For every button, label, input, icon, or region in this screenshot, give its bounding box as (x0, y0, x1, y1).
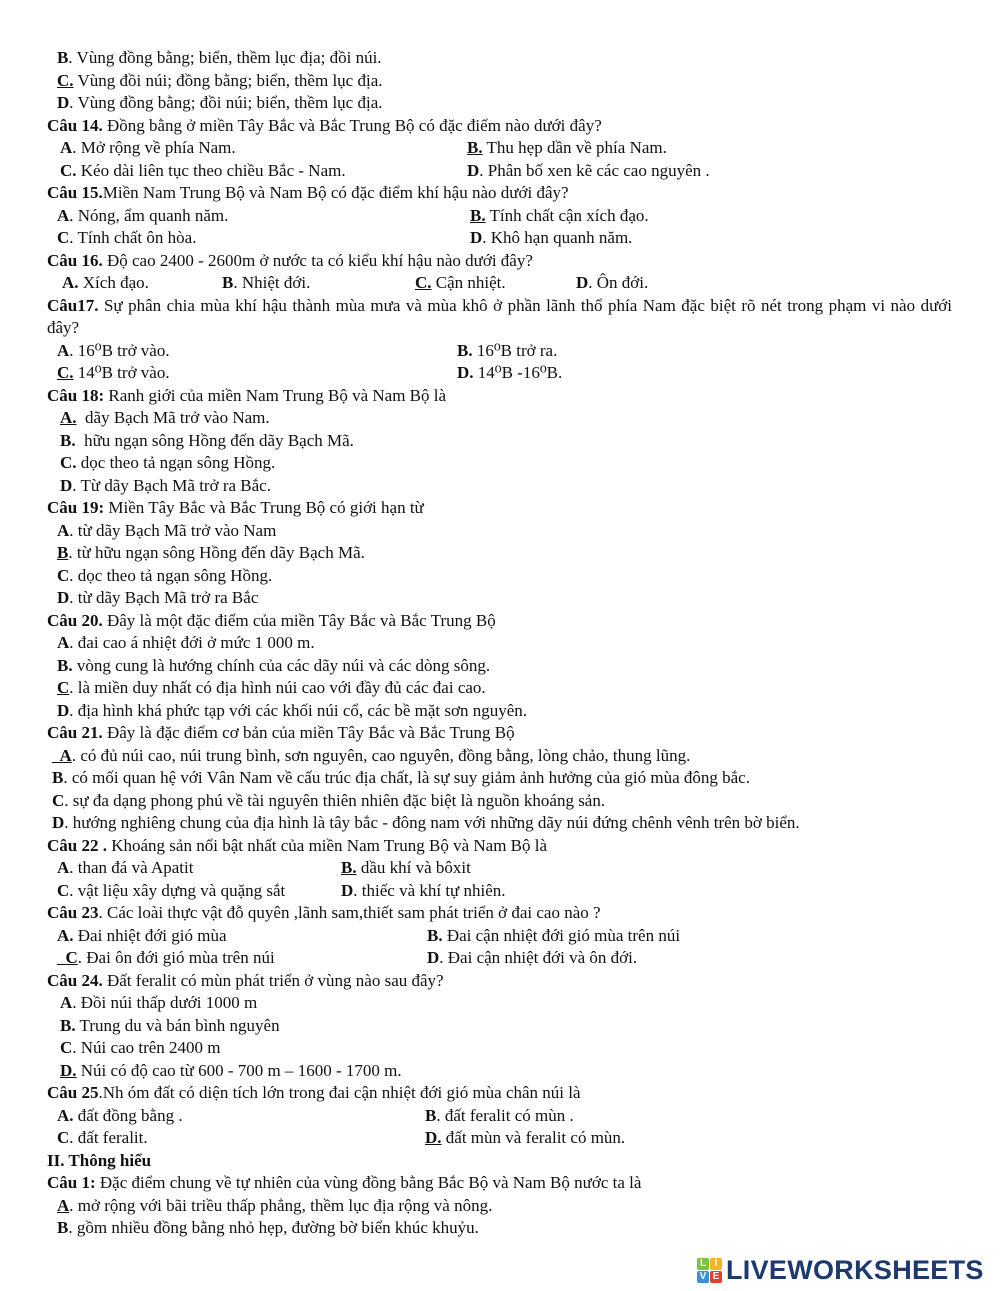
question-text (47, 1082, 581, 1105)
options-row (0, 565, 1000, 588)
answer-option (52, 812, 800, 835)
option-label: C (57, 678, 70, 697)
option-text: . Đai ôn đới gió mùa trên núi (77, 948, 275, 967)
option-text: . đất feralit có mùn . (436, 1105, 574, 1125)
option-text: . Mở rộng về phía Nam. (72, 138, 236, 157)
options-row (0, 587, 1000, 610)
answer-option (52, 745, 690, 768)
options-row (0, 925, 1000, 948)
answer-option (57, 1105, 183, 1128)
option-label: C (57, 880, 70, 900)
option-text: . Đồi núi thấp dưới 1000 m (72, 993, 258, 1012)
option-label: B (57, 543, 69, 562)
options-row (0, 947, 1000, 970)
option-text: . gồm nhiều đồng bằng nhỏ hẹp, đường bờ biển khúc khuỷu. (68, 1218, 479, 1237)
option-label: A (52, 745, 72, 765)
options-row (0, 677, 1000, 700)
option-text: . than đá và Apatit (69, 858, 194, 877)
option-text: Đai nhiệt đới gió mùa (73, 925, 227, 945)
answer-option (57, 1127, 148, 1150)
option-label: A (57, 1195, 70, 1215)
option-label: B. (60, 1015, 76, 1035)
question-stem: Sự phân chia mùa khí hậu thành mùa mưa và mùa khô ở phần lãnh thổ phía Nam đặc biệt rõ nét trong phạm vi nào dưới đây? (47, 295, 952, 337)
option-text: dầu khí và bôxit (356, 858, 471, 877)
option-text: . mở rộng với bãi triều thấp phẳng, thềm lục địa rộng và nông. (69, 1195, 493, 1215)
question-line (0, 385, 1000, 408)
option-label: D (60, 475, 73, 495)
option-text: Đai cận nhiệt đới gió mùa trên núi (442, 925, 681, 945)
answer-option (57, 565, 272, 588)
option-label: B. (341, 858, 357, 877)
answer-option (60, 160, 346, 183)
option-text: hữu ngạn sông Hồng đến dãy Bạch Mã. (75, 430, 354, 450)
question-number: Câu 25 (47, 1083, 99, 1102)
answer-option (60, 992, 257, 1015)
answer-option (57, 655, 490, 678)
option-text: . Vùng đồng bằng; đồi núi; biển, thềm lục địa. (69, 93, 383, 112)
answer-option (60, 1060, 402, 1083)
question-stem: Độ cao 2400 - 2600m ở nước ta có kiểu khí hậu nào dưới đây? (102, 250, 533, 270)
option-text: . 16⁰B trở vào. (69, 340, 170, 360)
question-number: Câu 14. (47, 115, 103, 135)
option-text: . từ hữu ngạn sông Hồng đến dãy Bạch Mã. (68, 543, 365, 562)
question-line (0, 1172, 1000, 1195)
option-label: C. (57, 363, 74, 382)
answer-option (52, 790, 605, 813)
option-text: . Ôn đới. (588, 273, 649, 292)
question-text (47, 970, 444, 993)
option-label: A (60, 993, 73, 1012)
answer-option (457, 340, 557, 363)
option-text: Tính chất cận xích đạo. (485, 205, 649, 225)
tile-e: E (710, 1271, 722, 1283)
worksheet-document (0, 47, 1000, 1240)
option-text: . đất feralit. (69, 1128, 148, 1147)
options-row (0, 520, 1000, 543)
option-label: B. (470, 205, 486, 225)
question-stem: . Các loài thực vật đỗ quyên ,lãnh sam,thiết sam phát triển ở đai cao nào ? (98, 903, 601, 922)
question-number: Câu17. (47, 295, 99, 315)
answer-option (57, 340, 170, 363)
options-row (0, 655, 1000, 678)
option-label: B. (57, 655, 73, 675)
answer-option (457, 362, 562, 385)
question-number: Câu 24. (47, 970, 103, 990)
option-label: A (57, 520, 70, 540)
options-row (0, 1060, 1000, 1083)
options-row (0, 1105, 1000, 1128)
options-row (0, 880, 1000, 903)
options-row (0, 812, 1000, 835)
option-label: D (57, 700, 70, 720)
answer-option (467, 137, 667, 160)
options-row (0, 475, 1000, 498)
option-label: A (57, 340, 70, 360)
option-text: . thiếc và khí tự nhiên. (353, 880, 506, 900)
options-row (0, 205, 1000, 228)
option-text: . từ dãy Bạch Mã trở ra Bắc (69, 588, 259, 607)
options-row (0, 745, 1000, 768)
option-text: . từ dãy Bạch Mã trở vào Nam (69, 520, 277, 540)
answer-option (425, 1127, 625, 1150)
answer-option (60, 137, 236, 160)
option-text: Kéo dài liên tục theo chiều Bắc - Nam. (76, 160, 346, 180)
option-text: . Từ dãy Bạch Mã trở ra Bắc. (72, 475, 271, 495)
option-text: . hướng nghiêng chung của địa hình là tây bắc - đông nam với những dãy núi đứng chênh vênh trên bờ biển. (64, 813, 800, 832)
answer-option (57, 857, 193, 880)
option-label: B (425, 1105, 437, 1125)
options-row (0, 430, 1000, 453)
option-label: A. (57, 925, 74, 945)
answer-option (60, 1015, 280, 1038)
answer-option (57, 925, 227, 948)
option-label: C (52, 790, 65, 810)
option-label: C. (415, 273, 432, 292)
option-label: C (57, 228, 70, 247)
question-text (47, 182, 569, 205)
option-label: C (57, 565, 70, 585)
option-text: . Núi cao trên 2400 m (72, 1038, 221, 1057)
option-label: B (57, 48, 69, 67)
answer-option (57, 542, 365, 565)
question-number: Câu 23 (47, 903, 99, 922)
option-label: A (60, 138, 73, 157)
options-row (0, 160, 1000, 183)
option-text: Cận nhiệt. (431, 273, 506, 292)
option-label: C (60, 1038, 73, 1057)
answer-option (57, 1195, 492, 1218)
option-label: D (52, 813, 65, 832)
option-text: . Nhiệt đới. (233, 273, 311, 292)
answer-option (222, 272, 310, 295)
question-stem: Miền Nam Trung Bộ và Nam Bộ có đặc điểm khí hậu nào dưới đây? (102, 183, 569, 202)
option-label: A (57, 633, 70, 652)
answer-option (57, 520, 276, 543)
answer-option (57, 362, 170, 385)
question-line (0, 610, 1000, 633)
answer-option (60, 452, 275, 475)
option-label: D. (425, 1128, 442, 1147)
option-text: dãy Bạch Mã trở vào Nam. (76, 408, 270, 427)
answer-option (52, 767, 750, 790)
option-label: D (57, 93, 70, 112)
option-text: Vùng đồi núi; đồng bằng; biển, thềm lục địa. (73, 70, 383, 90)
question-text (47, 610, 496, 633)
question-line (0, 250, 1000, 273)
question-number: Câu 18: (47, 385, 105, 405)
answer-option (467, 160, 710, 183)
options-row (0, 790, 1000, 813)
option-label: B. (60, 430, 76, 450)
section-heading (0, 1150, 1000, 1173)
option-label: B (57, 1218, 69, 1237)
answer-option (470, 227, 632, 250)
tile-i: I (710, 1258, 722, 1270)
answer-option (427, 925, 680, 948)
question-text (47, 722, 515, 745)
answer-option (425, 1105, 574, 1128)
answer-option (57, 700, 527, 723)
option-label: C. (60, 453, 77, 472)
option-text: . địa hình khá phức tạp với các khối núi cổ, các bề mặt sơn nguyên. (69, 700, 528, 720)
option-text: . Vùng đồng bằng; biển, thềm lục địa; đồi núi. (68, 48, 382, 67)
answer-option (57, 70, 383, 93)
question-stem: Ranh giới của miền Nam Trung Bộ và Nam Bộ là (104, 385, 447, 405)
option-text: 16⁰B trở ra. (472, 340, 558, 360)
option-label: B (52, 768, 64, 787)
question-stem: Đồng bằng ở miền Tây Bắc và Bắc Trung Bộ có đặc điểm nào dưới đây? (102, 115, 602, 135)
answer-option (60, 430, 354, 453)
options-row (0, 137, 1000, 160)
question-line (0, 1082, 1000, 1105)
option-label: D (427, 948, 440, 967)
logo-text: LIVEWORKSHEETS (726, 1254, 984, 1285)
question-stem: Đây là đặc điểm cơ bản của miền Tây Bắc và Bắc Trung Bộ (102, 723, 515, 742)
options-row (0, 992, 1000, 1015)
option-label: D (467, 160, 480, 180)
options-row (0, 452, 1000, 475)
question-text (47, 250, 533, 273)
option-text: . Đai cận nhiệt đới và ôn đới. (439, 948, 638, 967)
tile-l: L (697, 1258, 709, 1270)
question-number: Câu 19: (47, 498, 105, 517)
question-stem: Đất feralit có mùn phát triển ở vùng nào sau đây? (102, 970, 444, 990)
options-row (0, 70, 1000, 93)
option-text: . Khô hạn quanh năm. (482, 228, 633, 247)
option-label: C (57, 1128, 70, 1147)
options-row (0, 700, 1000, 723)
options-row (0, 767, 1000, 790)
option-label: D. (60, 1060, 77, 1080)
option-text: . có đủ núi cao, núi trung bình, sơn nguyên, cao nguyên, đồng bằng, lòng chảo, thung lũng. (71, 745, 691, 765)
option-label: D. (457, 363, 474, 382)
option-label: B. (467, 138, 483, 157)
options-row (0, 272, 1000, 295)
question-stem: Đây là một đặc điểm của miền Tây Bắc và Bắc Trung Bộ (102, 610, 496, 630)
option-text: . dọc theo tả ngạn sông Hồng. (69, 565, 273, 585)
option-text: Thu hẹp dần về phía Nam. (482, 138, 667, 157)
options-row (0, 857, 1000, 880)
question-text (47, 295, 952, 340)
question-text (47, 497, 424, 520)
option-text: Xích đạo. (78, 273, 149, 292)
answer-option (57, 677, 486, 700)
question-number: Câu 1: (47, 1173, 96, 1192)
option-label: C. (60, 160, 77, 180)
answer-option (60, 1037, 221, 1060)
question-number: Câu 20. (47, 610, 103, 630)
question-line (0, 902, 1000, 925)
question-line (0, 182, 1000, 205)
option-text: 14⁰B -16⁰B. (473, 363, 563, 382)
question-stem: Miền Tây Bắc và Bắc Trung Bộ có giới hạn từ (104, 498, 424, 517)
option-text: . sự đa dạng phong phú về tài nguyên thiên nhiên đặc biệt là nguồn khoáng sản. (64, 790, 606, 810)
option-label: D (576, 273, 589, 292)
option-text: dọc theo tả ngạn sông Hồng. (76, 453, 276, 472)
options-row (0, 227, 1000, 250)
question-text (47, 115, 602, 138)
question-number: Câu 16. (47, 250, 103, 270)
option-text: . có mối quan hệ với Vân Nam về cấu trúc địa chất, là sự suy giảm ảnh hưởng của gió mùa đông bắc. (63, 768, 750, 787)
answer-option (57, 205, 228, 228)
question-number: Câu 22 . (47, 835, 107, 855)
question-stem: .Nh óm đất có diện tích lớn trong đai cận nhiệt đới gió mùa chân núi là (98, 1083, 581, 1102)
answer-option (57, 587, 258, 610)
answer-option (57, 632, 315, 655)
option-text: . Phân bố xen kẽ các cao nguyên . (479, 160, 710, 180)
answer-option (415, 272, 506, 295)
options-row (0, 1127, 1000, 1150)
question-text (47, 902, 601, 925)
answer-option (576, 272, 648, 295)
question-line (0, 722, 1000, 745)
options-row (0, 340, 1000, 363)
answer-option (57, 227, 196, 250)
options-row (0, 407, 1000, 430)
options-row (0, 362, 1000, 385)
options-row (0, 47, 1000, 70)
option-text: Núi có độ cao từ 600 - 700 m – 1600 - 1700 m. (76, 1060, 402, 1080)
answer-option (60, 407, 270, 430)
question-text (47, 1172, 641, 1195)
question-line (0, 970, 1000, 993)
option-label: A (57, 858, 70, 877)
question-number: Câu 21. (47, 723, 103, 742)
option-label: A. (57, 1105, 74, 1125)
option-text: . là miền duy nhất có địa hình núi cao với đầy đủ các đai cao. (69, 678, 486, 697)
question-line (0, 497, 1000, 520)
option-label: B. (427, 925, 443, 945)
option-text: . đai cao á nhiệt đới ở mức 1 000 m. (69, 633, 315, 652)
option-label: B (222, 273, 234, 292)
answer-option (57, 1217, 479, 1240)
question-line (0, 835, 1000, 858)
question-text (47, 835, 547, 858)
answer-option (57, 947, 275, 970)
question-stem: Khoáng sản nổi bật nhất của miền Nam Trung Bộ và Nam Bộ là (106, 835, 548, 855)
tile-v: V (697, 1271, 709, 1283)
liveworksheets-logo (697, 1256, 984, 1284)
option-label: A. (60, 408, 77, 427)
answer-option (57, 47, 382, 70)
options-row (0, 1037, 1000, 1060)
option-text: 14⁰B trở vào. (73, 363, 170, 382)
question-number: Câu 15. (47, 183, 103, 202)
answer-option (57, 92, 383, 115)
question-stem: Đặc điểm chung về tự nhiên của vùng đồng bằng Bắc Bộ và Nam Bộ nước ta là (95, 1173, 642, 1192)
options-row (0, 542, 1000, 565)
option-text: . Nóng, ẩm quanh năm. (69, 205, 229, 225)
answer-option (427, 947, 637, 970)
question-text (47, 385, 446, 408)
option-text: . Tính chất ôn hòa. (69, 228, 197, 247)
options-row (0, 1195, 1000, 1218)
live-tiles-icon (697, 1258, 722, 1283)
option-label: C. (57, 70, 74, 90)
option-label: A (57, 205, 70, 225)
option-label: D (57, 588, 70, 607)
options-row (0, 1217, 1000, 1240)
option-text: Trung du và bán bình nguyên (75, 1015, 280, 1035)
option-label: D (470, 228, 483, 247)
option-text: đất đồng bằng . (73, 1105, 183, 1125)
section-heading-text: II. Thông hiểu (47, 1150, 152, 1170)
answer-option (60, 475, 271, 498)
option-label: D (341, 880, 354, 900)
option-label: A. (62, 273, 79, 292)
option-label: C (57, 948, 78, 967)
option-text: vòng cung là hướng chính của các dãy núi và các dòng sông. (72, 655, 491, 675)
options-row (0, 1015, 1000, 1038)
options-row (0, 92, 1000, 115)
answer-option (62, 272, 149, 295)
question-line (0, 115, 1000, 138)
option-label: B. (457, 340, 473, 360)
option-text: đất mùn và feralit có mùn. (441, 1128, 626, 1147)
answer-option (57, 880, 285, 903)
answer-option (470, 205, 649, 228)
answer-option (341, 857, 471, 880)
options-row (0, 632, 1000, 655)
answer-option (341, 880, 506, 903)
option-text: . vật liệu xây dựng và quặng sắt (69, 880, 286, 900)
